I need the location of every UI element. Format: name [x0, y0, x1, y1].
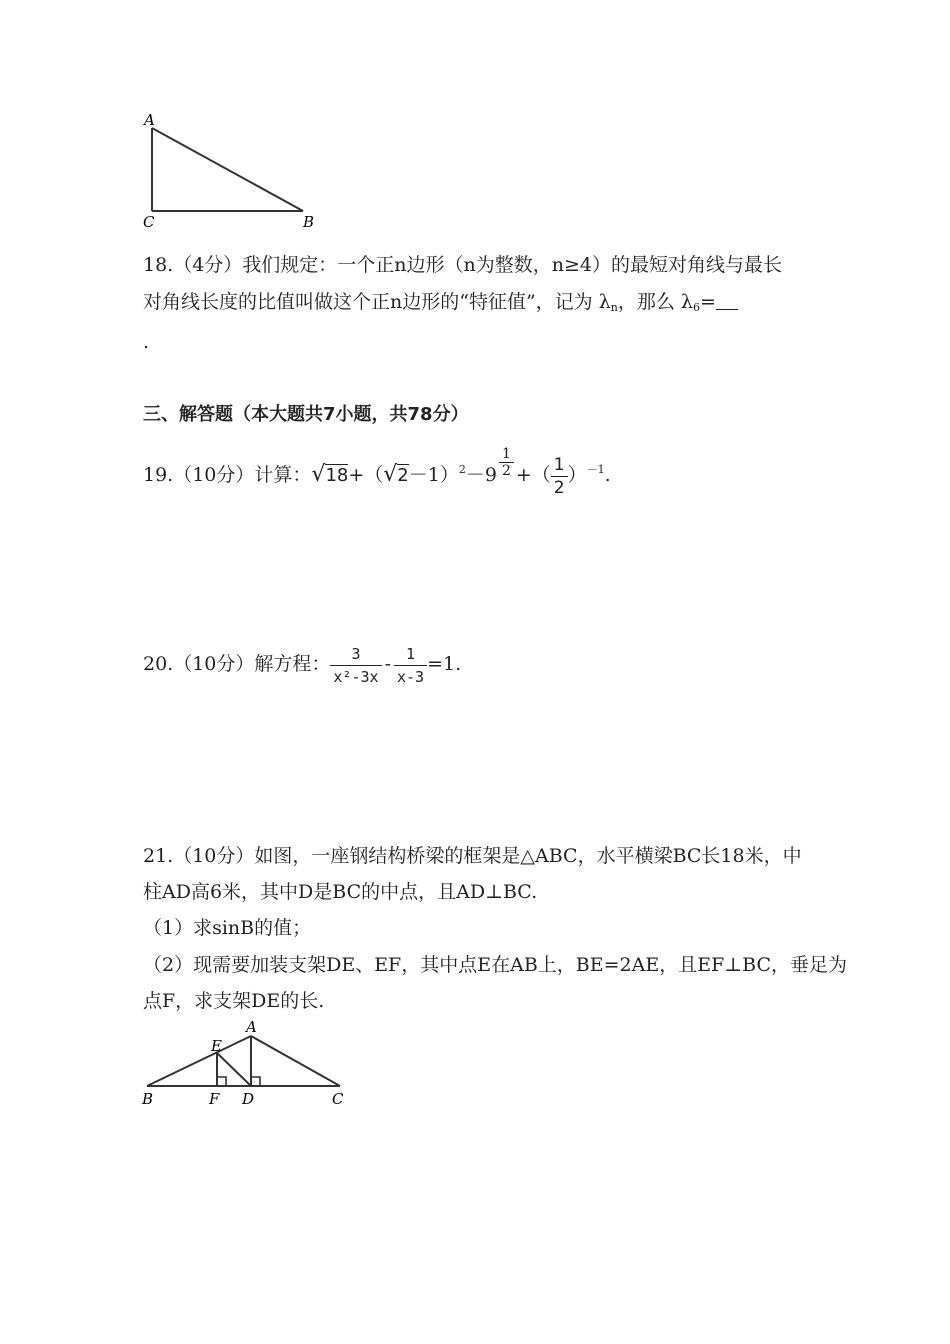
side-ba — [147, 1036, 251, 1086]
q21-line1: 21.（10分）如图，一座钢结构桥梁的框架是△ABC，水平横梁BC长18米，中 — [143, 845, 802, 867]
q19-expression: 19.（10分）计算：$√18+(√2-1)^2-9$ $\frac{1}{2}$ +（ $\frac{1}{2}$ ）$^{-1}$. — [143, 446, 611, 498]
q21-part2-line1: （2）现需要加装支架DE、EF，其中点E在AB上，BE=2AE，且EF⊥BC，垂足为 — [143, 954, 848, 976]
sqrt-2: 2 — [397, 465, 409, 486]
q21-line2: 柱AD高6米，其中D是BC的中点，且AD⊥BC. — [143, 881, 538, 903]
right-angle-mark-d — [251, 1077, 260, 1086]
brace-de — [217, 1053, 251, 1086]
q21-part1: （1）求sinB的值； — [143, 917, 312, 939]
q20-equation: 20.（10分）解方程： $\frac{3}{\text{x²-3x}}$ - $\frac{1}{x-3}$ =1. — [143, 644, 462, 686]
lambda-subscript-6: 6 — [692, 301, 700, 314]
sqrt-symbol: √ — [311, 462, 326, 487]
q21-part2-line2: 点F，求支架DE的长. — [143, 990, 325, 1012]
side-ab — [152, 128, 303, 211]
label-b: B — [142, 1090, 154, 1108]
side-ac — [251, 1036, 340, 1086]
sqrt-18: 18 — [325, 465, 349, 486]
label-c: C — [143, 213, 155, 231]
label-d: D — [242, 1090, 255, 1108]
exponent-fraction: $\frac{1}{2}$ — [499, 446, 514, 479]
fraction-3-over-x2-3x: $\frac{3}{\text{x²-3x}}$ — [330, 643, 381, 688]
label-a: A — [246, 1018, 257, 1036]
answer-blank — [716, 291, 738, 310]
q18-line1: 18.（4分）我们规定：一个正n边形（n为整数，n≥4）的最短对角线与最长 — [143, 254, 783, 276]
q18-line2: 对角线长度的比值叫做这个正n边形的“特征值”，记为 $\lambda_n$，那么 $\lambda_6=$ — [143, 290, 738, 320]
label-c: C — [332, 1090, 344, 1108]
figure-bridge-frame — [135, 1018, 365, 1114]
right-angle-mark-f — [217, 1077, 226, 1086]
label-e: E — [211, 1037, 222, 1055]
q18-line3: . — [143, 331, 150, 353]
fraction-1-over-x-3: $\frac{1}{x-3}$ — [394, 643, 427, 688]
lambda-subscript-n: n — [610, 301, 618, 314]
section-heading: 三、解答题（本大题共7小题，共78分） — [143, 404, 469, 425]
figure-triangle-abc — [135, 108, 325, 233]
label-a: A — [144, 111, 155, 129]
fraction-one-half: $\frac{1}{2}$ — [551, 454, 568, 499]
label-b: B — [303, 213, 315, 231]
label-f: F — [209, 1090, 220, 1108]
